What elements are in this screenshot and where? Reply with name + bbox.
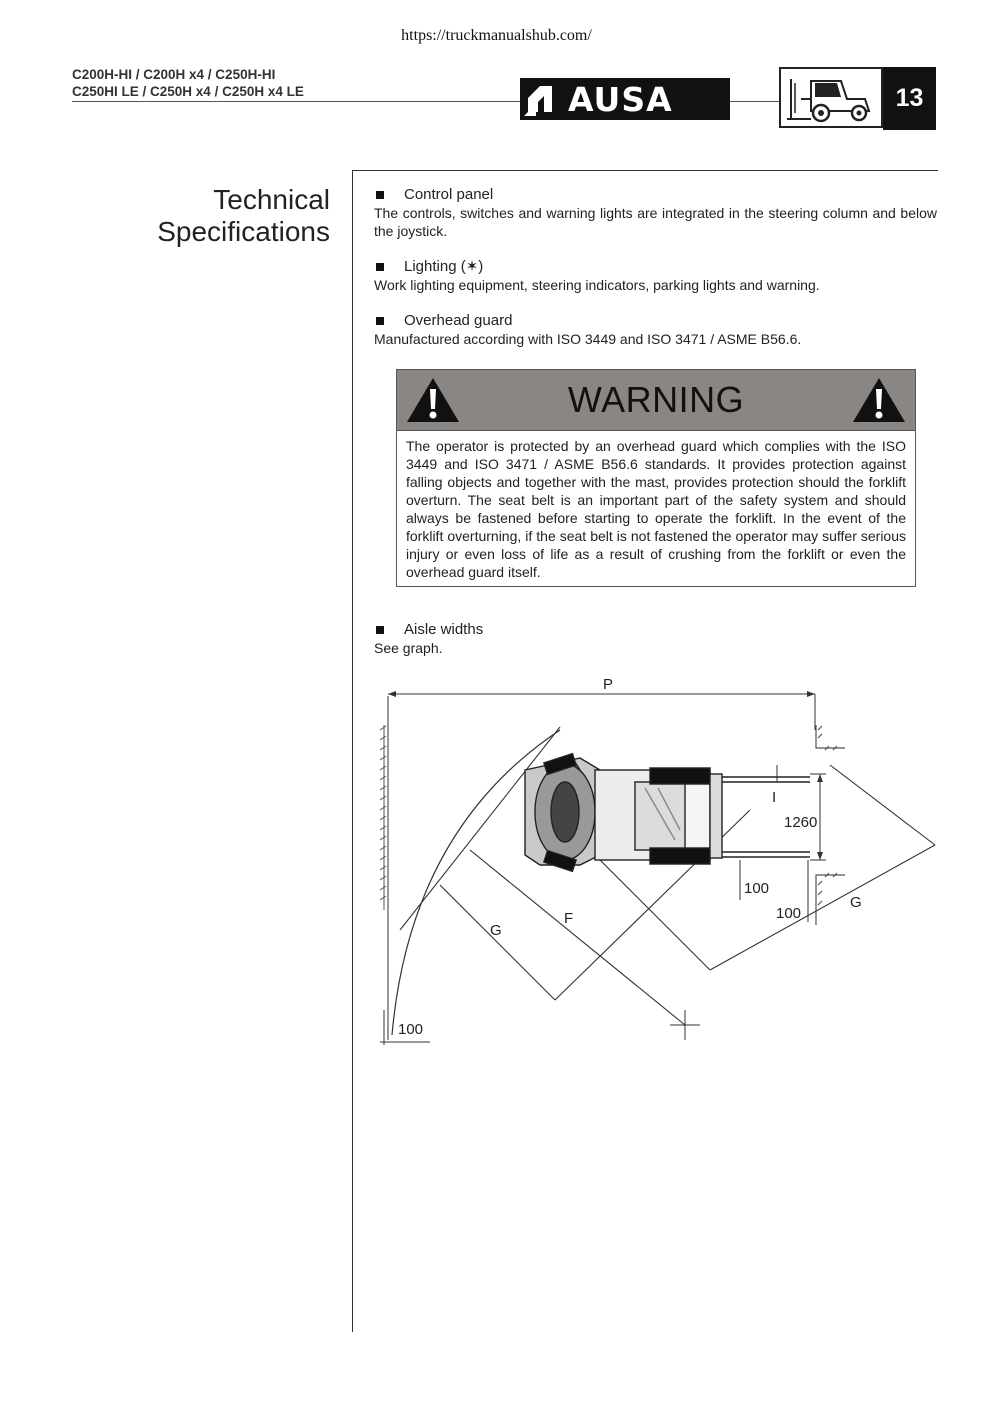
label-100-a: 100 (744, 880, 770, 897)
spec-heading: Overhead guard (404, 312, 513, 329)
label-g-right: G (850, 894, 862, 911)
model-list (72, 66, 304, 100)
bullet-square-icon (376, 263, 384, 271)
bullet-square-icon (376, 626, 384, 634)
model-line-2: C250HI LE / C250H x4 / C250H x4 LE (72, 84, 304, 99)
bullet-square-icon (376, 191, 384, 199)
ausa-logo-mark-icon (520, 78, 560, 120)
warning-box (396, 369, 916, 587)
spec-heading: Aisle widths (404, 621, 484, 638)
source-url[interactable]: https://truckmanualshub.com/ (401, 27, 592, 44)
section-title (80, 184, 330, 248)
brand-name: AUSA (568, 79, 673, 119)
spec-heading: Lighting (✶) (404, 258, 484, 275)
section-title-line-1: Technical (213, 184, 330, 215)
label-i: I (772, 789, 777, 806)
spec-item-lighting (374, 258, 937, 294)
warning-triangle-icon (852, 377, 906, 423)
forklift-icon (779, 67, 883, 128)
top-rule (352, 170, 938, 171)
label-f: F (564, 910, 574, 927)
header-rule (72, 101, 520, 102)
forklift-topview (525, 754, 810, 872)
spec-text: See graph. (374, 640, 443, 656)
spec-item-overhead-guard (374, 312, 937, 348)
warning-text: The operator is protected by an overhead guard which complies with the ISO 3449 and ISO 3471 / ASME B56.6 standards. It provides protection against falling objects and together with the mast, provides protection should the forklift overturn. The seat belt is an important part of the safety system and should always be fastened before starting to operate the forklift. In the event of the forklift overturning, if the seat belt is not fastened the operator may suffer serious injury or even loss of life as a result of crushing from the forklift or even the overhead guard itself. (406, 438, 906, 580)
label-1260: 1260 (784, 814, 818, 831)
label-100-b: 100 (776, 905, 802, 922)
spec-text: The controls, switches and warning lights are integrated in the steering column and below the joystick. (374, 205, 937, 239)
spec-text: Work lighting equipment, steering indicators, parking lights and warning. (374, 277, 820, 293)
left-wall (380, 725, 386, 910)
spec-item-control-panel (374, 186, 937, 240)
spec-item-aisle-widths (374, 621, 937, 657)
header-rule-right (730, 101, 780, 102)
label-g-left: G (490, 922, 502, 939)
warning-header (397, 370, 915, 431)
ausa-logo (520, 78, 730, 120)
label-100-c: 100 (398, 1021, 424, 1038)
spec-heading: Control panel (404, 186, 494, 203)
spec-text: Manufactured according with ISO 3449 and ISO 3471 / ASME B56.6. (374, 331, 802, 347)
label-p: P (603, 676, 614, 693)
bullet-square-icon (376, 317, 384, 325)
warning-triangle-icon (406, 377, 460, 423)
column-divider (352, 170, 353, 1332)
aisle-width-diagram (370, 670, 940, 1055)
section-title-line-2: Specifications (157, 216, 330, 247)
warning-title: WARNING (567, 379, 745, 420)
model-line-1: C200H-HI / C200H x4 / C250H-HI (72, 67, 276, 82)
page-number: 13 (883, 67, 936, 130)
